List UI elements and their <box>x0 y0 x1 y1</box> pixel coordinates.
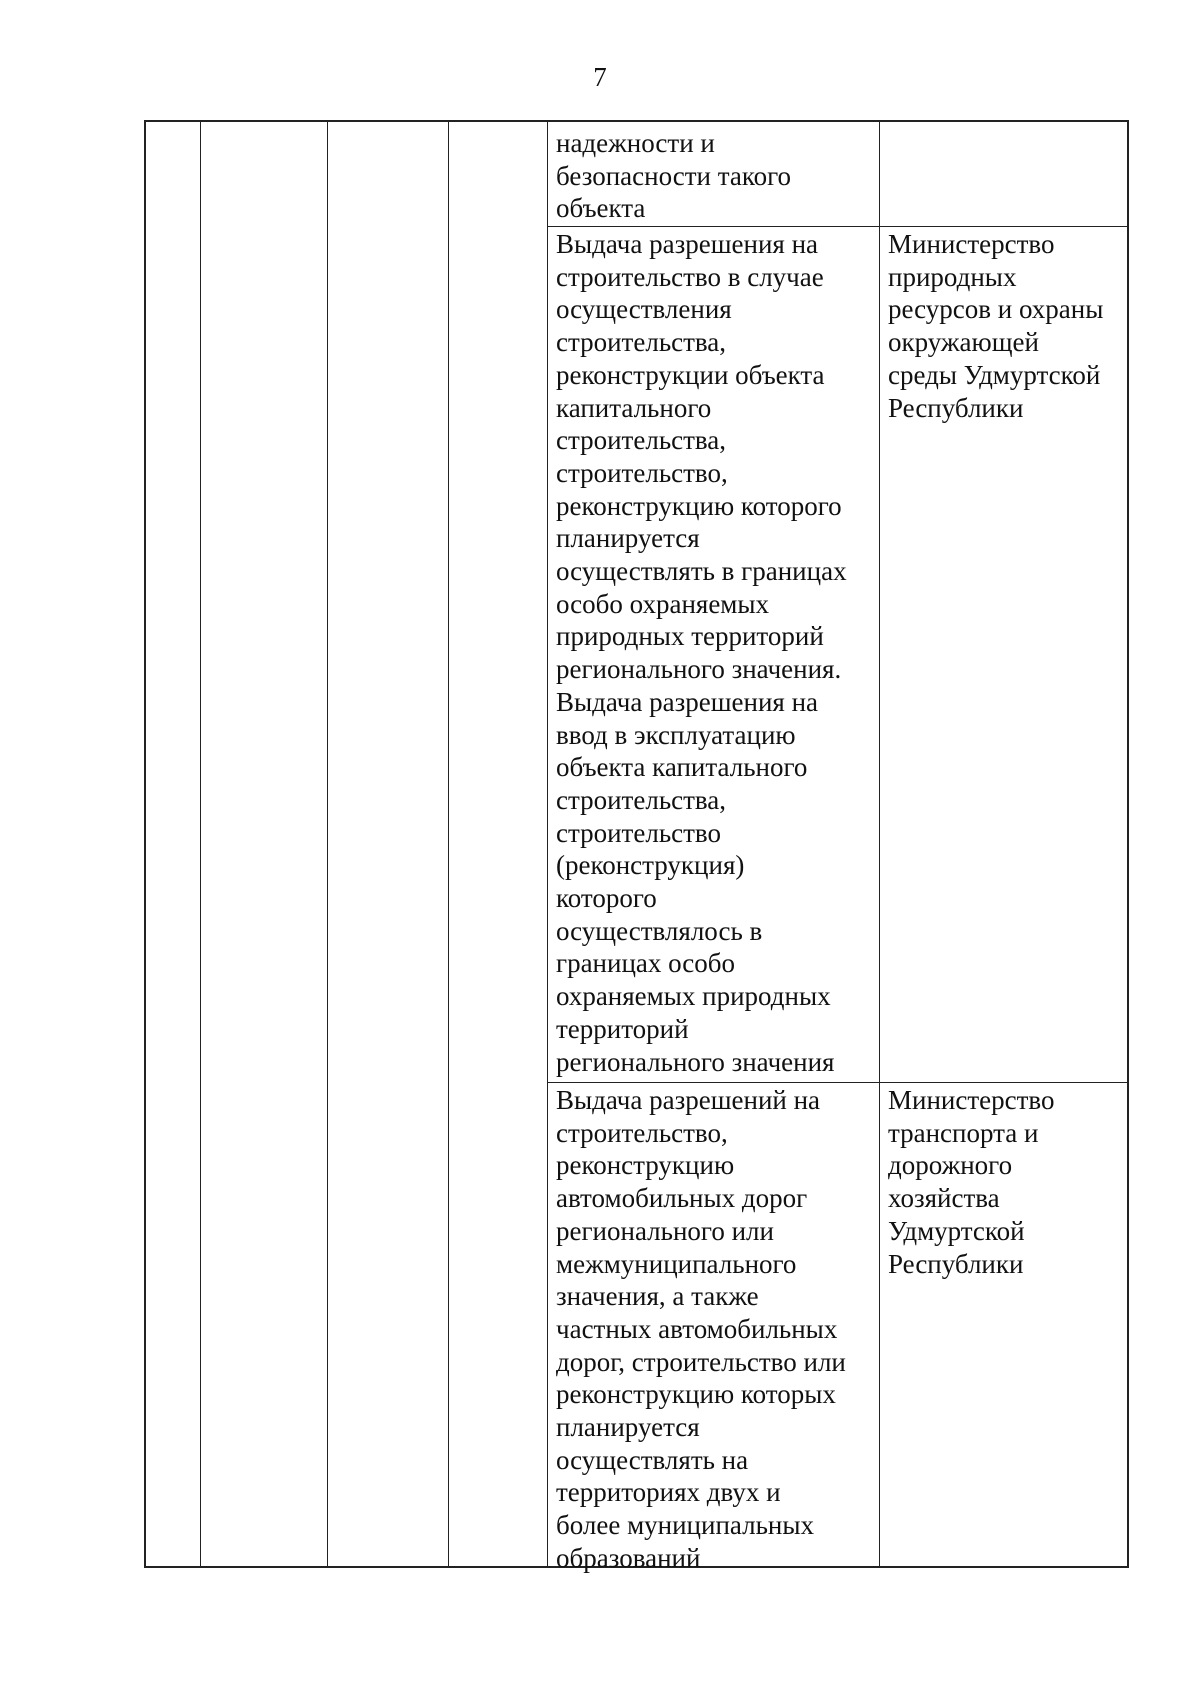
page-number: 7 <box>593 62 607 92</box>
row-divider-2 <box>547 1082 1129 1083</box>
column-divider-4 <box>547 122 548 1566</box>
table-cell-authority-row-3: Министерство транспорта и дорожного хозяйства Удмуртской Республики <box>888 1085 1055 1279</box>
column-divider-2 <box>327 122 328 1566</box>
table-cell-activity-row-3: Выдача разрешений на строительство, реконструкцию автомобильных дорог регионального или межмуниципального значения, а также частных автомобильных дорог, строительство или реконструкцию которых планируется осуществлять на территориях двух и более муниципальных образований <box>556 1085 846 1573</box>
column-divider-3 <box>448 122 449 1566</box>
column-divider-1 <box>200 122 201 1566</box>
table-cell-authority-row-2: Министерство природных ресурсов и охраны окружающей среды Удмуртской Республики <box>888 229 1104 423</box>
row-divider-1 <box>547 226 1129 227</box>
document-table <box>144 120 1129 1573</box>
table-cell-activity-row-2: Выдача разрешения на строительство в случае осуществления строительства, реконструкции объекта капитального строительства, строительство, реконструкцию которого планируется осуществлять в границах особо охраняемых природных территорий регионального значения. Выдача разрешения на ввод в эксплуатацию объекта капитального строительства, строительство (реконструкция) которого осуществлялось в границах особо охраняемых природных территорий регионального значения <box>556 229 847 1077</box>
table-cell-activity-row-1: надежности и безопасности такого объекта <box>556 128 791 224</box>
